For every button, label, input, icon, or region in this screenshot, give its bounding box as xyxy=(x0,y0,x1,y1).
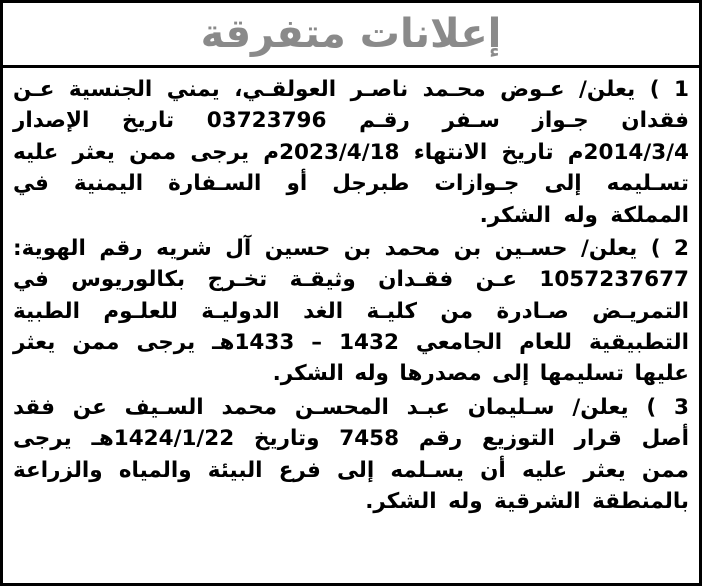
page-header xyxy=(3,3,699,68)
notice-text: يعلن/ عـوض محـمد ناصـر العولقـي، يمني الجنسية عـن فقدان جـواز سـفر رقـم 03723796 تاريخ الإصدار 2014/3/4م تاريخ الانتهاء 2023/4/18م يرجى ممن يعثر عليه تسـليمه إلى جـوازات طبرجل أو السـفارة اليمنية في المملكة وله الشكر. xyxy=(13,77,689,228)
list-item xyxy=(13,392,689,518)
notice-paragraph xyxy=(13,74,689,231)
notice-marker: 2 ) xyxy=(650,235,690,261)
notice-marker: 3 ) xyxy=(646,394,689,420)
notice-paragraph xyxy=(13,233,689,390)
notices-list xyxy=(3,68,699,523)
list-item xyxy=(13,233,689,390)
notice-text: يعلن/ حسـين بن محمد بن حسين آل شريه رقم الهوية: 1057237677 عـن فقـدان وثيقـة تخـرج بكالوريوس في التمريـض صـادرة من كليـة الغد الدوليـة للعلـوم الطبية التطبيقية للعام الجامعي 1432 – 1433هـ يرجى ممن يعثر عليها تسليمها إلى مصدرها وله الشكر. xyxy=(13,235,689,387)
page-title: إعلانات متفرقة xyxy=(200,11,502,57)
list-item xyxy=(13,74,689,231)
notice-text: يعلن/ سـليمان عبـد المحسـن محمد السـيف عن فقد أصل قرار التوزيع رقم 7458 وتاريخ 1424/1/22هـ يرجى ممن يعثر عليه أن يسـلمه إلى فرع البيئة والمياه والزراعة بالمنطقة الشرقية وله الشكر. xyxy=(13,394,689,514)
notice-marker: 1 ) xyxy=(649,77,689,102)
notice-paragraph xyxy=(13,392,689,518)
